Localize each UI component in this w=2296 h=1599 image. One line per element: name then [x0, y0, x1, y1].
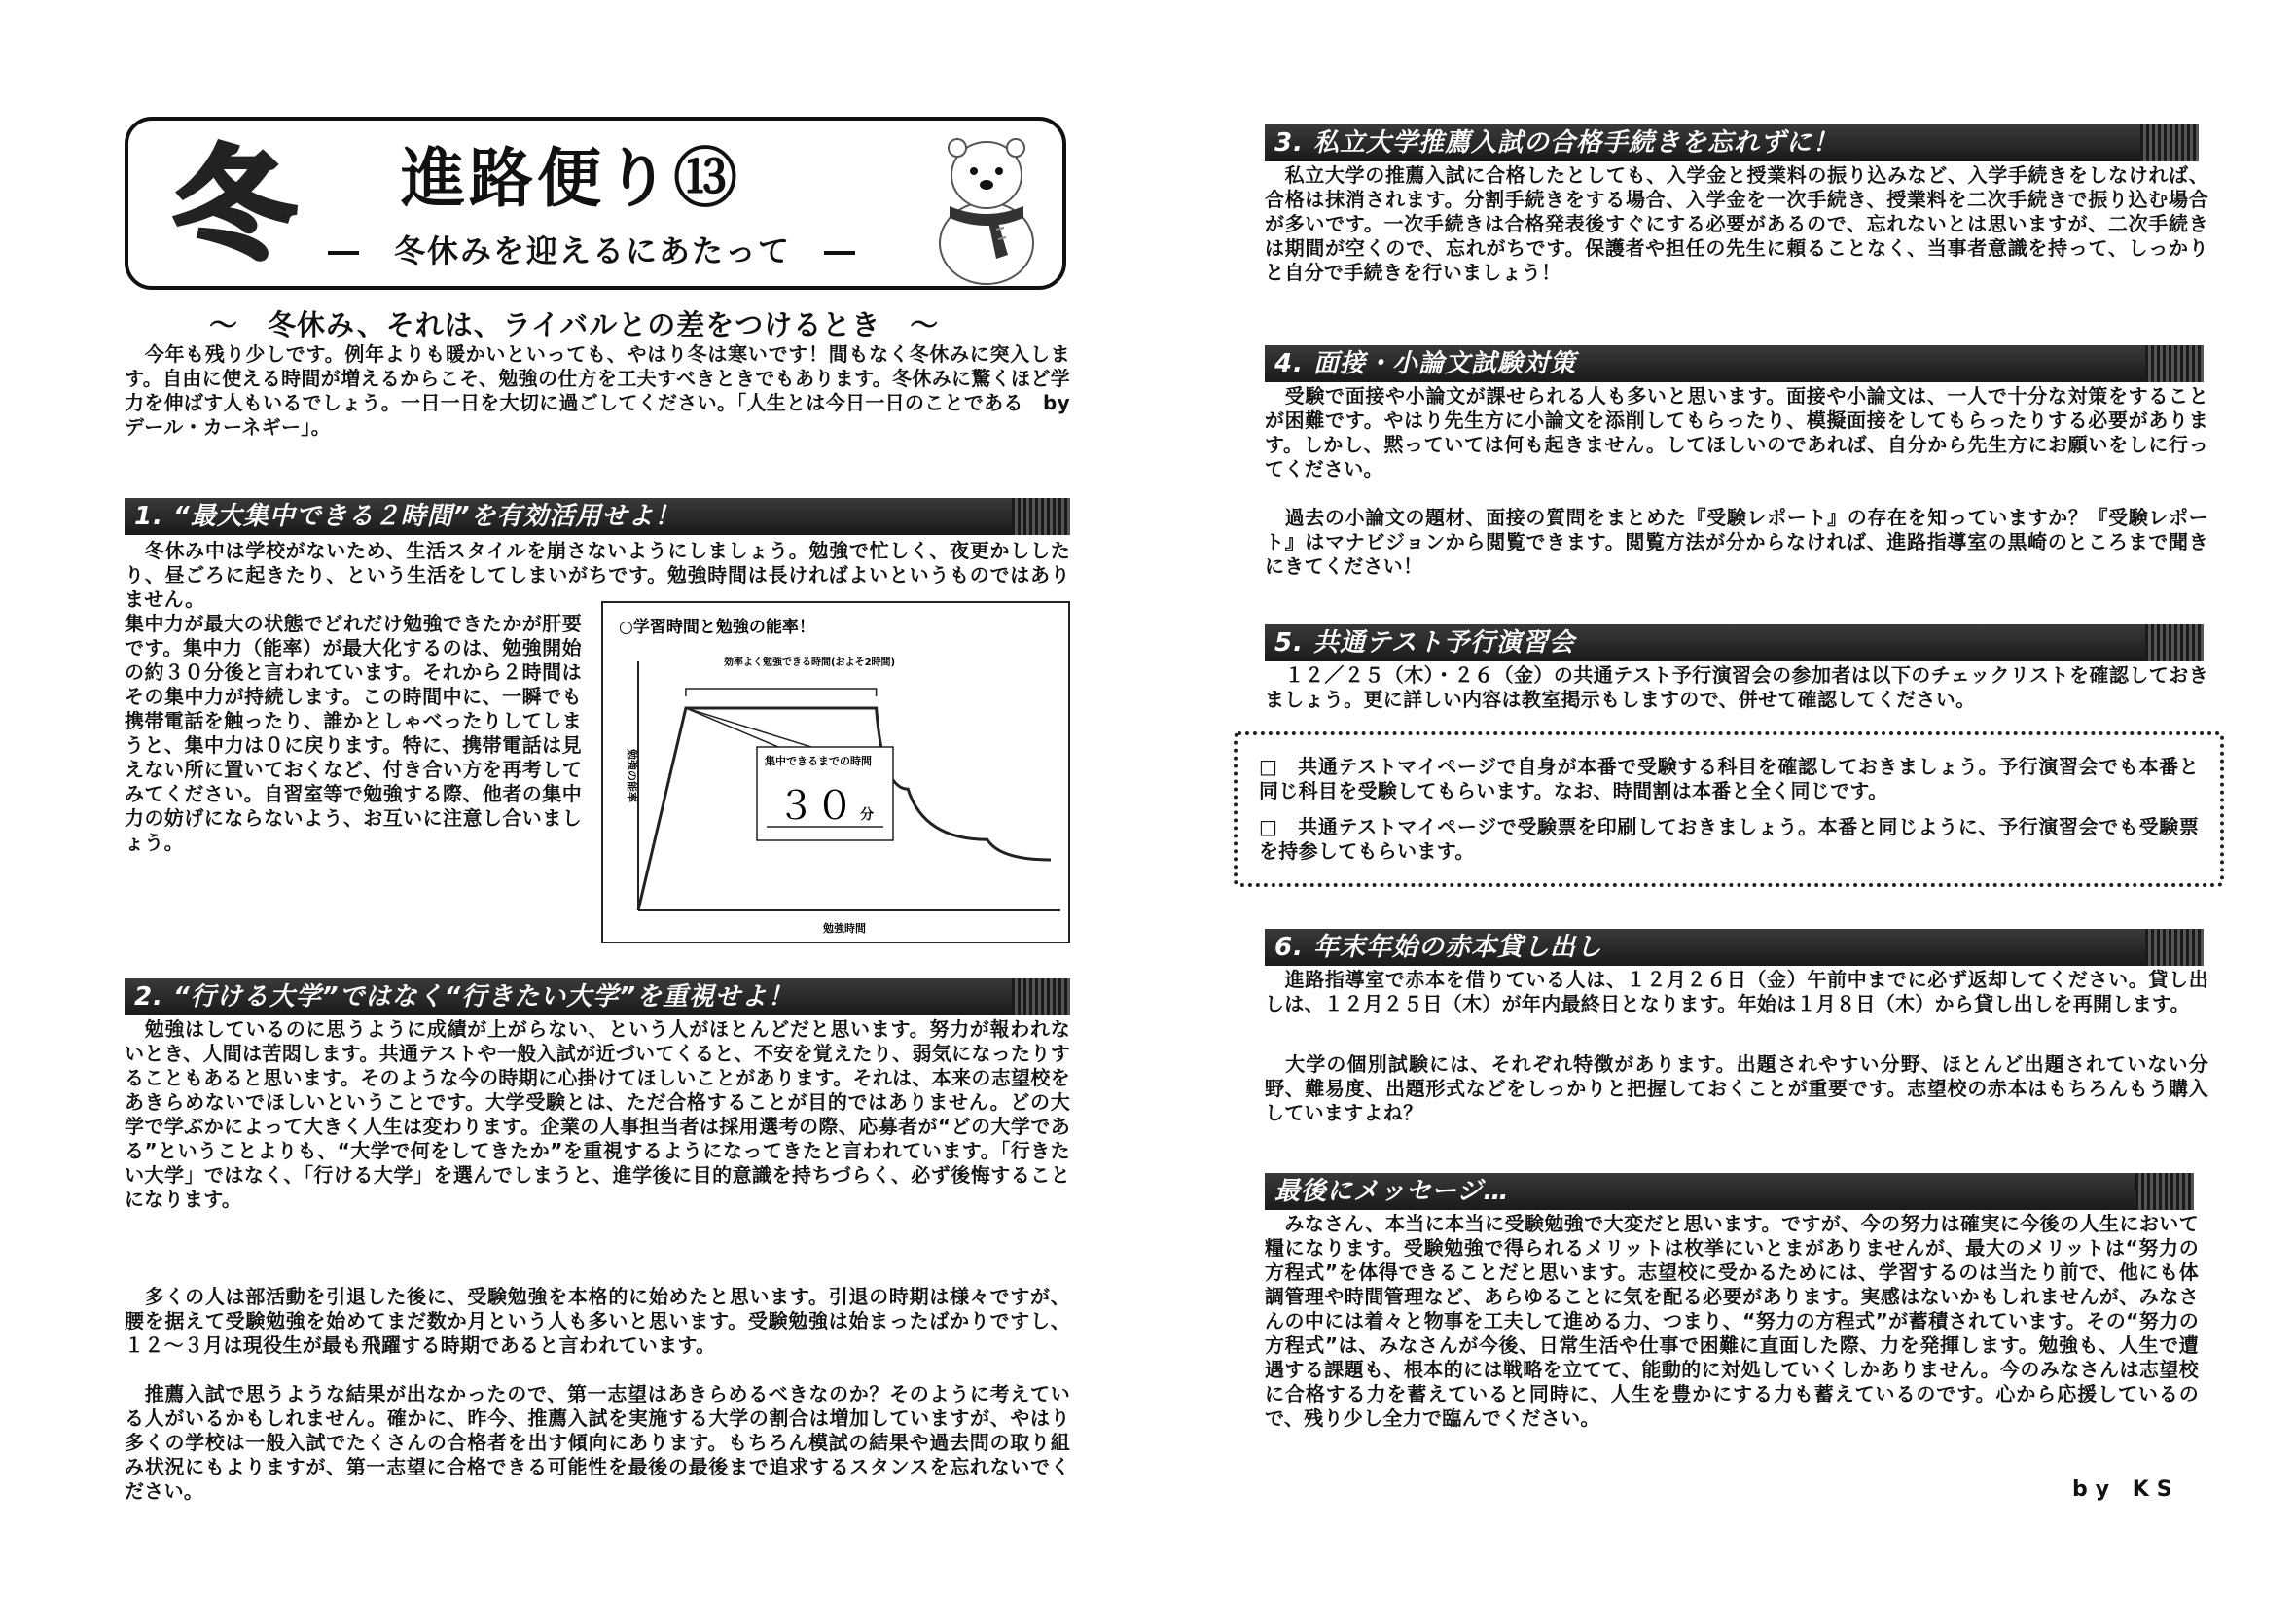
section-2-header	[125, 978, 1070, 1015]
chart-callout-value: ３０	[776, 784, 854, 829]
chart-plateau-bracket	[686, 689, 877, 696]
newsletter-title: 進路便り⑬	[401, 141, 741, 216]
chart-ylabel: 勉強の能率	[626, 749, 638, 802]
chart-callout-label: 集中できるまでの時間	[765, 755, 872, 767]
section-5-title: 5. 共通テスト予行演習会	[1274, 628, 1575, 657]
checklist-box	[1234, 731, 2224, 887]
final-message-body: みなさん、本当に本当に受験勉強で大変だと思います。ですが、今の努力は確実に今後の人生において糧になります。受験勉強で得られるメリットは枚挙にいとまがありませんが、最大のメリットは“努力の方程式”を体得できることだと思います。志望校に受かるためには、学習するのは当たり前で、他にも体調管理や時間管理など、あらゆることに気を配る必要があります。実感はないかもしれませんが、みなさんの中には着々と物事を工夫して進める力、つまり、“努力の方程式”が蓄積されています。その“努力の方程式”は、みなさんが今後、日常生活や仕事で困難に直面した際、力を発揮します。勉強も、人生で遭遇する課題も、根本的には戦略を立てて、能動的に対処していくしかありません。今のみなさんは志望校に合格する力を蓄えていると同時に、人生を豊かにする力も蓄えているのです。心から応援しているので、残り少し全力で臨んでください。	[1265, 1212, 2199, 1430]
section-3-title: 3. 私立大学推薦入試の合格手続きを忘れずに！	[1274, 128, 1840, 158]
chart-title: ○学習時間と勉強の能率！	[619, 618, 815, 637]
section-4-header	[1265, 345, 2204, 382]
newsletter-subtitle: ― 冬休みを迎えるにあたって ―	[328, 232, 858, 269]
section-4-title: 4. 面接・小論文試験対策	[1274, 349, 1577, 378]
section-5-body: １２／２５（木）・２６（金）の共通テスト予行演習会の参加者は以下のチェックリストを確認しておきましょう。更に詳しい内容は教室掲示もしますので、併せて確認してください。	[1265, 663, 2208, 711]
final-message-title: 最後にメッセージ…	[1274, 1177, 1510, 1206]
section-2-paragraph-1: 勉強はしているのに思うように成績が上がらない、という人がほとんどだと思います。努力が報われないとき、人間は苦悶します。共通テストや一般入試が近づいてくると、不安を覚えたり、弱気になったりすることもあると思います。そのような今の時期に心掛けてほしいことがあります。それは、本来の志望校をあきらめないでほしいということです。大学受験とは、ただ合格することが目的ではありません。どの大学で学ぶかによって大きく人生は変わります。企業の人事担当者は採用選考の際、応募者が“どの大学である”ということよりも、“大学で何をしてきたか”を重視するようになってきたと言われています。「行きたい大学」ではなく、「行ける大学」を選んでしまうと、進学後に目的意識を持ちづらく、必ず後悔することになります。	[125, 1017, 1070, 1211]
concentration-chart	[601, 601, 1070, 943]
section-1-title: 1. “最大集中できる２時間”を有効活用せよ！	[134, 502, 681, 531]
section-1-lead: 冬休み中は学校がないため、生活スタイルを崩さないようにしましょう。勉強で忙しく、夜更かししたり、昼ごろに起きたり、という生活をしてしまいがちです。勉強時間は長ければよいというものではありません。	[125, 539, 1070, 611]
section-2-paragraph-2: 多くの人は部活動を引退した後に、受験勉強を本格的に始めたと思います。引退の時期は様々ですが、腰を据えて受験勉強を始めてまだ数か月という人も多いと思います。受験勉強は始まったばかりですし、１２～３月は現役生が最も飛躍する時期であると言われています。	[125, 1285, 1070, 1357]
checklist-item-ticket: □ 共通テストマイページで受験票を印刷しておきましょう。本番と同じように、予行演習会でも受験票を持参してもらいます。	[1259, 815, 2199, 863]
section-3-body: 私立大学の推薦入試に合格したとしても、入学金と授業料の振り込みなど、入学手続きをしなければ、合格は抹消されます。分割手続きをする場合、入学金を一次手続き、授業料を二次手続きで振り込む場合が多いです。一次手続きは合格発表後すぐにする必要があるので、忘れないとは思いますが、二次手続きは期間が空くので、忘れがちです。保護者や担任の先生に頼ることなく、当事者意識を持って、しっかりと自分で手続きを行いましょう！	[1265, 163, 2208, 284]
tagline: ～ 冬休み、それは、ライバルとの差をつけるとき ～	[209, 308, 940, 341]
section-4-paragraph-2: 過去の小論文の題材、面接の質問をまとめた『受験レポート』の存在を知っていますか？『受験レポート』はマナビジョンから閲覧できます。閲覧方法が分からなければ、進路指導室の黒崎のところまで聞きにきてください！	[1265, 506, 2208, 578]
section-1-header	[125, 498, 1070, 535]
chart-callout-unit: 分	[860, 807, 874, 823]
intro-paragraph: 今年も残り少しです。例年よりも暖かいといっても、やはり冬は寒いです！間もなく冬休みに突入します。自由に使える時間が増えるからこそ、勉強の仕方を工夫すべきときでもあります。冬休みに驚くほど学力を伸ばす人もいるでしょう。一日一日を大切に過ごしてください。「人生とは今日一日のことである by デール・カーネギー」。	[125, 342, 1091, 439]
winter-kanji: 冬	[173, 135, 295, 276]
section-1-body: 集中力が最大の状態でどれだけ勉強できたかが肝要です。集中力（能率）が最大化するのは、勉強開始の約３０分後と言われています。それから２時間はその集中力が持続します。この時間中に、一瞬でも携帯電話を触ったり、誰かとしゃべったりしてしまうと、集中力は０に戻ります。特に、携帯電話は見えない所に置いておくなど、付き合い方を再考してみてください。自習室等で勉強する際、他者の集中力の妨げにならないよう、お互いに注意し合いましょう。	[125, 612, 582, 854]
section-6-paragraph-1: 進路指導室で赤本を借りている人は、１２月２６日（金）午前中までに必ず返却してください。貸し出しは、１２月２５日（木）が年内最終日となります。年始は１月８日（木）から貸し出しを再開します。	[1265, 968, 2208, 1015]
section-6-paragraph-2: 大学の個別試験には、それぞれ特徴があります。出題されやすい分野、ほとんど出題されていない分野、難易度、出題形式などをしっかりと把握しておくことが重要です。志望校の赤本はもちろんもう購入していますよね？	[1265, 1052, 2208, 1124]
section-5-header	[1265, 624, 2204, 661]
section-2-paragraph-3: 推薦入試で思うような結果が出なかったので、第一志望はあきらめるべきなのか？そのように考えている人がいるかもしれません。確かに、昨今、推薦入試を実施する大学の割合は増加していますが、やはり多くの学校は一般入試でたくさんの合格者を出す傾向にあります。もちろん模試の結果や過去問の取り組み状況にもよりますが、第一志望に合格できる可能性を最後の最後まで追求するスタンスを忘れないでください。	[125, 1382, 1070, 1503]
section-3-header	[1265, 124, 2199, 161]
final-message-header	[1265, 1173, 2194, 1210]
checklist-item-subjects: □ 共通テストマイページで自身が本番で受験する科目を確認しておきましょう。予行演習会でも本番と同じ科目を受験してもらいます。なお、時間割は本番と全く同じです。	[1259, 755, 2199, 802]
polar-bear-icon	[928, 128, 1045, 286]
title-box	[125, 117, 1066, 290]
section-6-header	[1265, 929, 2204, 966]
section-4-paragraph-1: 受験で面接や小論文が課せられる人も多いと思います。面接や小論文は、一人で十分な対策をすることが困難です。やはり先生方に小論文を添削してもらったり、模擬面接をしてもらったりする必要があります。しかし、黙っていては何も起きません。してほしいのであれば、自分から先生方にお願いをしに行ってください。	[1265, 384, 2208, 480]
section-2-title: 2. “行ける大学”ではなく“行きたい大学”を重視せよ！	[134, 982, 795, 1012]
section-6-title: 6. 年末年始の赤本貸し出し	[1274, 933, 1603, 962]
chart-xlabel: 勉強時間	[823, 922, 866, 935]
signature: by KS	[2072, 1477, 2180, 1502]
chart-plateau-label: 効率よく勉強できる時間(およそ2時間)	[724, 657, 896, 668]
